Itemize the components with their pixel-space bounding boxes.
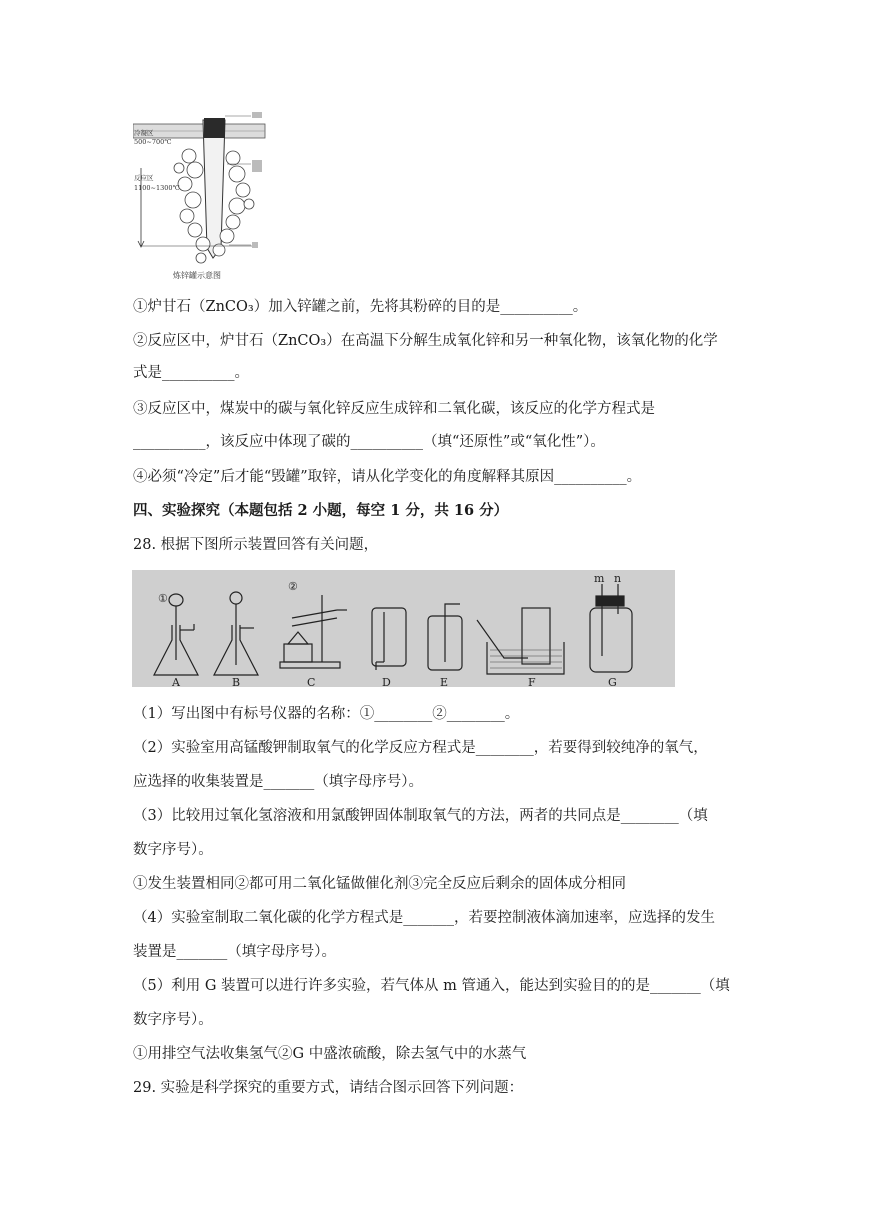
marker-n: n	[614, 572, 622, 585]
q28-line-6: ①发生装置相同②都可用二氧化锰做催化剂③完全反应后剩余的固体成分相同	[133, 876, 626, 892]
section-heading: 四、实验探究（本题包括 2 小题，每空 1 分，共 16 分）	[133, 502, 509, 519]
label-a: A	[172, 676, 180, 687]
marker-m: m	[594, 572, 605, 585]
figure-caption: 炼锌罐示意图	[173, 271, 221, 280]
q27-line-4: ③反应区中，煤炭中的碳与氧化锌反应生成锌和二氧化碳，该反应的化学方程式是	[133, 401, 655, 417]
q28-line-5: 数字序号）。	[133, 842, 213, 858]
q28-line-11: ①用排空气法收集氢气②G 中盛浓硫酸，除去氢气中的水蒸气	[133, 1046, 527, 1062]
label-d: D	[382, 676, 391, 687]
q28-line-10: 数字序号）。	[133, 1012, 213, 1028]
q28-line-7: （4）实验室制取二氧化碳的化学方程式是_______，若要控制液体滴加速率，应选择的发生	[133, 910, 715, 926]
q27-line-1: ①炉甘石（ZnCO₃）加入锌罐之前，先将其粉碎的目的是__________。	[133, 299, 588, 315]
cool-temp-label: 500~700℃	[134, 138, 172, 146]
react-temp-label: 1100~1300℃	[134, 184, 180, 192]
q28-line-9: （5）利用 G 装置可以进行许多实验，若气体从 m 管通入，能达到实验目的的是_______（填	[133, 978, 730, 994]
q28-line-8: 装置是_______（填字母序号）。	[133, 944, 336, 960]
q28-line-2: （2）实验室用高锰酸钾制取氧气的化学反应方程式是________，若要得到较纯净的氧气，	[133, 740, 708, 756]
label-b: B	[232, 676, 241, 687]
q27-line-5: __________，该反应中体现了碳的__________（填“还原性”或“氧化性”）。	[133, 434, 605, 450]
q27-line-3: 式是__________。	[133, 365, 249, 381]
label-f: F	[528, 676, 536, 687]
marker-1: ①	[158, 592, 168, 605]
zinc-pot-diagram	[133, 108, 273, 284]
react-zone-label: 反应区	[134, 174, 154, 182]
apparatus-diagram	[132, 570, 675, 687]
cool-zone-label: 冷凝区	[134, 129, 154, 137]
q27-line-2: ②反应区中，炉甘石（ZnCO₃）在高温下分解生成氧化锌和另一种氧化物，该氧化物的化学	[133, 333, 718, 349]
q28-intro: 28. 根据下图所示装置回答有关问题，	[133, 537, 379, 553]
label-c: C	[307, 676, 316, 687]
label-g: G	[608, 676, 617, 687]
q29-intro: 29. 实验是科学探究的重要方式，请结合图示回答下列问题：	[133, 1080, 524, 1096]
q27-line-6: ④必须“冷定”后才能“毁罐”取锌，请从化学变化的角度解释其原因__________。	[133, 469, 642, 485]
q28-line-3: 应选择的收集装置是_______（填字母序号）。	[133, 774, 423, 790]
q28-line-1: （1）写出图中有标号仪器的名称：①________②________。	[133, 706, 520, 722]
q28-line-4: （3）比较用过氧化氢溶液和用氯酸钾固体制取氧气的方法，两者的共同点是________（填	[133, 808, 708, 824]
label-e: E	[440, 676, 449, 687]
marker-2: ②	[288, 580, 298, 593]
